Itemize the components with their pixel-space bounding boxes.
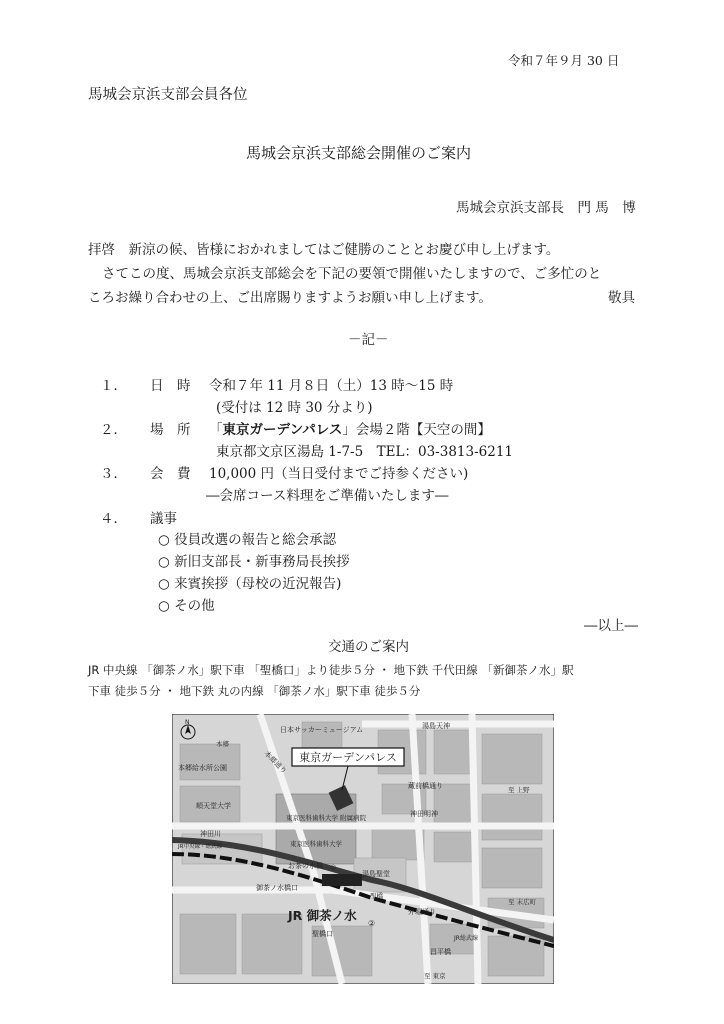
- item-value-datetime: 令和７年 11 月８日（土）13 時～15 時: [209, 378, 454, 394]
- item-number-4: ４．: [100, 511, 127, 527]
- map-label: 東京医科歯科大学: [290, 840, 342, 848]
- map-label: JR総武線: [454, 935, 478, 942]
- venue-address: 東京都文京区湯島 1-7-5 TEL：03-3813-6211: [216, 444, 514, 460]
- map-label: 東京医科歯科大学 附属病院: [286, 814, 367, 822]
- map-label: 昌平橋: [430, 948, 451, 956]
- item-number-1: １．: [100, 378, 127, 394]
- body-line-2: さてこの度、馬城会京浜支部総会を下記の要領で開催いたしますので、ご多忙のと: [102, 266, 602, 282]
- map-label: 湯島聖堂: [362, 870, 390, 878]
- document-date: 令和７年９月 30 日: [508, 53, 620, 68]
- agenda-item: ○ その他: [158, 598, 215, 614]
- page-title: 馬城会京浜支部総会開催のご案内: [246, 144, 472, 162]
- access-map: [172, 714, 554, 984]
- map-label: お茶の水橋: [288, 862, 323, 870]
- item-number-3: ３．: [100, 466, 127, 482]
- map-label: 外堀通り: [408, 908, 436, 916]
- map-label: 聖橋: [370, 892, 383, 900]
- venue-bracket-open: 「: [209, 422, 223, 438]
- map-label: 湯島天神: [422, 722, 450, 730]
- exit-marker: ①: [330, 864, 337, 872]
- map-label: 神田川: [200, 830, 221, 838]
- venue-name: 東京ガーデンパレス: [222, 422, 343, 438]
- map-label: 至 末広町: [508, 898, 537, 906]
- agenda-item: ○ 来賓挨拶（母校の近況報告): [158, 576, 342, 592]
- venue-callout-label: 東京ガーデンパレス: [299, 751, 397, 764]
- map-label: 順天堂大学: [196, 802, 231, 810]
- closing: 敬具: [608, 290, 635, 306]
- reception-time: (受付は 12 時 30 分より): [216, 400, 373, 416]
- map-label: 蔵前橋通り: [408, 782, 443, 790]
- item-value-venue: [209, 421, 491, 439]
- access-line-2: 下車 徒歩５分 ・ 地下鉄 丸の内線 「御茶ノ水」駅下車 徒歩５分: [88, 684, 421, 698]
- map-label: 至 東京: [424, 972, 446, 980]
- station-label: JR 御茶ノ水: [288, 908, 357, 923]
- map-label: 至 上野: [508, 786, 530, 794]
- item-label-agenda: 議事: [150, 511, 177, 527]
- access-line-1: JR 中央線 「御茶ノ水」駅下車 「聖橋口」より徒歩５分 ・ 地下鉄 千代田線 「新御茶ノ水」駅: [88, 663, 574, 677]
- north-label: N: [185, 719, 190, 726]
- map-label: 神田明神: [410, 810, 438, 818]
- map-label: 本郷: [216, 740, 229, 748]
- item-label-venue: 場 所: [150, 422, 191, 438]
- map-label: JR中央線・総武線: [178, 844, 222, 850]
- greeting-line: 拝啓 新涼の候、皆様におかれましてはご健勝のこととお慶び申し上げます。: [88, 242, 560, 258]
- map-label: 本郷給水所公園: [178, 764, 227, 772]
- exit-marker: ②: [368, 919, 376, 928]
- body-line-3: ころお繰り合わせの上、ご出席賜りますようお願い申し上げます。: [88, 290, 492, 306]
- venue-room: 」会場２階【天空の間】: [342, 422, 491, 438]
- station-marker: [322, 874, 362, 886]
- map-label: 本郷通り: [262, 749, 289, 776]
- item-value-fee: 10,000 円（当日受付までご持参ください): [209, 466, 469, 482]
- access-heading: 交通のご案内: [328, 639, 409, 655]
- map-label: 御茶ノ水橋口: [256, 884, 298, 892]
- agenda-item: ○ 役員改選の報告と総会承認: [158, 532, 337, 548]
- item-label-fee: 会 費: [150, 466, 191, 482]
- end-mark: ―以上―: [584, 618, 638, 634]
- agenda-item: ○ 新旧支部長・新事務局長挨拶: [158, 554, 350, 570]
- map-label: 聖橋口: [312, 930, 333, 938]
- ki-heading: －記－: [348, 332, 389, 348]
- item-number-2: ２．: [100, 422, 127, 438]
- map-label: 日本サッカーミュージアム: [280, 726, 364, 734]
- sender: 馬城会京浜支部長 門 馬 博: [456, 200, 636, 216]
- item-label-datetime: 日 時: [150, 378, 191, 394]
- recipient: 馬城会京浜支部会員各位: [88, 87, 248, 103]
- course-note: ―会席コース料理をご準備いたします―: [206, 488, 449, 504]
